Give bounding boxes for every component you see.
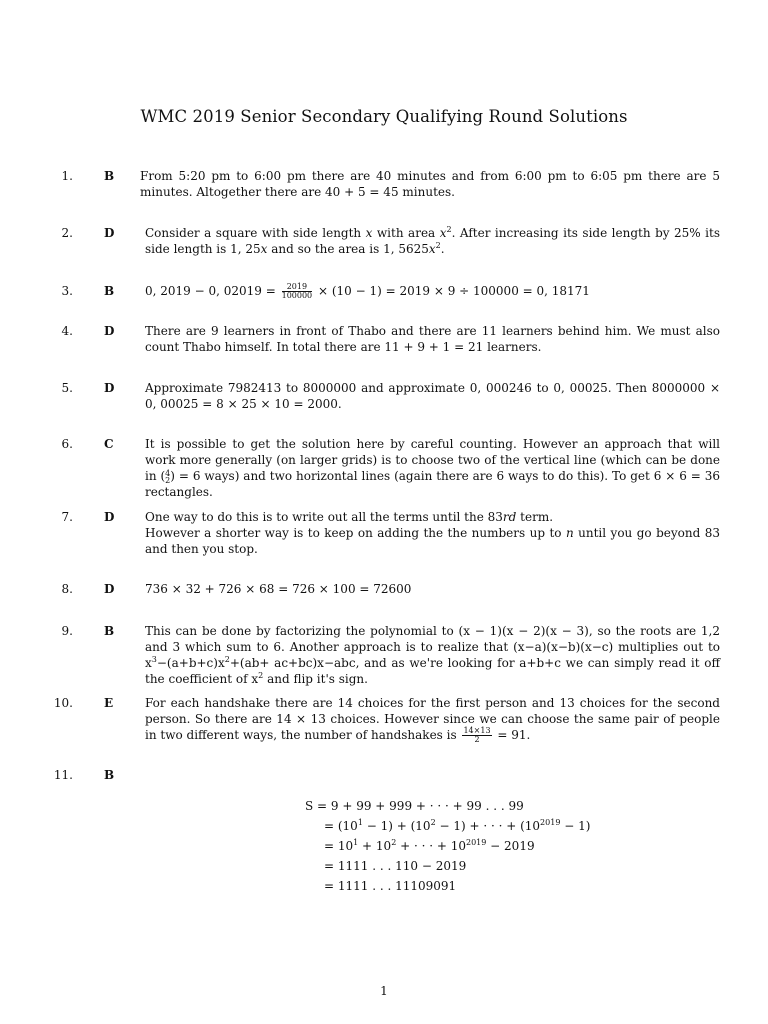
answer-letter: E — [104, 696, 114, 710]
answer-letter: D — [104, 582, 115, 596]
binomial: ( 4 2 ) — [160, 468, 175, 485]
equation-line: = $10^1 + 10^2$ + · · · + $10^{2019} - 2019$ — [324, 838, 535, 853]
answer-letter: D — [104, 510, 115, 524]
item-number: 4. — [61, 324, 73, 338]
answer-letter: B — [104, 284, 115, 298]
solution-text: From 5:20 pm to 6:00 pm there are 40 minutes and from 6:00 pm to 6:05 pm there are 5 minutes. Altogether there are 40 + 5 = 45 minutes. — [140, 169, 720, 199]
solution-text: For each handshake there are 14 choices for the first person and 13 choices for the second person. So there are 14 × 13 choices. However since we can choose the same pair of people in two different ways, the number of handshakes is $\frac{14\times 13}{2}$ = 91. — [145, 696, 720, 744]
item-number: 1. — [61, 169, 73, 183]
page-title: WMC 2019 Senior Secondary Qualifying Round Solutions — [140, 107, 628, 126]
solution-text: Consider a square with side length x with area $x^2$. After increasing its side length by 25% its side length is 1, 25x and so the area is 1, $5625x^2$. — [145, 225, 720, 256]
fraction: $\frac{2019}{100000}$ — [281, 282, 313, 300]
item-number: 8. — [61, 582, 73, 596]
page-number: 1 — [380, 984, 388, 998]
fraction: $\frac{14\times 13}{2}$ — [463, 726, 491, 744]
solution-text: There are 9 learners in front of Thabo and there are 11 learners behind him. We must also count Thabo himself. In total there are 11 + 9 + 1 = 21 learners. — [145, 324, 720, 354]
answer-letter: D — [104, 324, 115, 338]
equation-block — [305, 796, 590, 896]
solution-text: It is possible to get the solution here by careful counting. However an approach that will work more generally (on larger grids) is to choose two of the vertical line (which can be done in ( 4 2 ) = 6 ways) and two horizontal lines (again there are 6 ways to do this). To get 6 × 6 = 36 rectangles. — [145, 437, 720, 499]
answer-letter: C — [104, 437, 114, 451]
solution-text: Approximate 7982413 to 8000000 and approximate 0, 000246 to 0, 00025. Then 8000000 × 0, 00025 = 8 × 25 × 10 = 2000. — [145, 381, 720, 411]
answer-letter: B — [104, 169, 115, 183]
equation-line: S = 9 + 99 + 999 + · · · + 99 . . . 99 — [305, 799, 524, 813]
answer-letter: B — [104, 624, 115, 638]
item-number: 3. — [61, 284, 73, 298]
solution-text: This can be done by factorizing the polynomial to (x − 1)(x − 2)(x − 3), so the roots are 1,2 and 3 which sum to 6. Another approach is to realize that (x−a)(x−b)(x−c) multiplies out to $x^3-(a+b+c)x^2+(ab+ ac+bc)x-abc$, and as we're looking for a+b+c we can simply read it off the coefficient of $x^2$ and flip it's sign. — [145, 624, 720, 686]
equation-line: = $(10^1 - 1) + (10^2 - 1)$ + · · · + $(10^{2019} - 1)$ — [324, 818, 591, 833]
equation-line: = 1111 . . . 110 − 2019 — [324, 859, 467, 873]
item-number: 10. — [53, 696, 73, 710]
item-number: 11. — [53, 768, 73, 782]
item-number: 2. — [61, 226, 73, 240]
item-number: 6. — [61, 437, 73, 451]
solution-text: 0, 2019 − 0, 02019 = $\frac{2019}{100000}$ × (10 − 1) = 2019 × 9 ÷ 100000 = 0, 18171 — [145, 282, 590, 300]
item-number: 5. — [61, 381, 73, 395]
item-number: 7. — [61, 510, 73, 524]
answer-letter: D — [104, 381, 115, 395]
equation-line: = 1111 . . . 11109091 — [324, 879, 457, 893]
solution-text: 736 × 32 + 726 × 68 = 726 × 100 = 72600 — [145, 582, 412, 596]
answer-letter: D — [104, 226, 115, 240]
solution-text: One way to do this is to write out all the terms until the 83rd term. However a shorter way is to keep on adding the the numbers up to n until you go beyond 83 and then you stop. — [145, 510, 720, 556]
item-number: 9. — [61, 624, 73, 638]
answer-letter: B — [104, 768, 115, 782]
